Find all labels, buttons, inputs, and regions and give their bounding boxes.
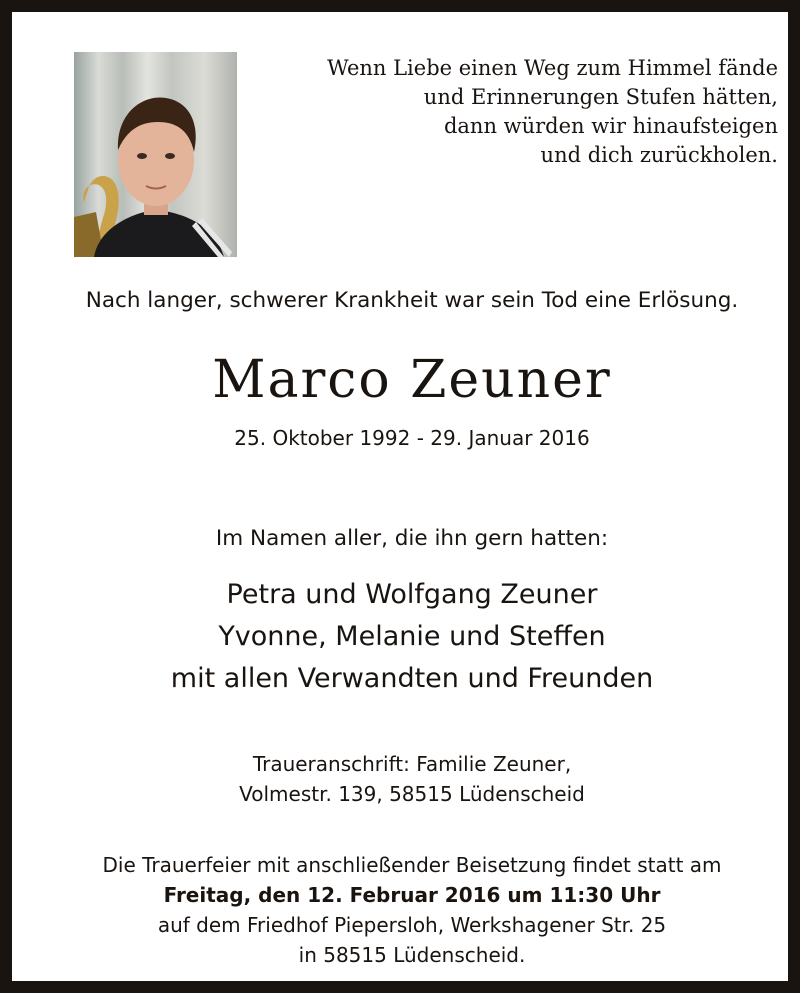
intro-statement: Nach langer, schwerer Krankheit war sein Tod eine Erlösung. [85,288,739,313]
mourning-address [24,749,800,809]
deceased-name: Marco Zeuner [212,350,612,410]
mourners-intro: Im Namen aller, die ihn gern hatten: [215,526,609,551]
service-location: auf dem Friedhof Piepersloh, Werkshagener Str. 25 [157,913,667,937]
portrait-photo [74,52,237,257]
poem-line: und Erinnerungen Stufen hätten, [423,85,778,109]
mourner-line: Yvonne, Melanie und Steffen [218,621,606,652]
address-line: Volmestr. 139, 58515 Lüdenscheid [239,782,585,806]
service-date-time: Freitag, den 12. Februar 2016 um 11:30 Uhr [163,883,661,907]
poem-line: Wenn Liebe einen Weg zum Himmel fände [327,56,778,80]
obituary-card [24,24,800,993]
service-city: in 58515 Lüdenscheid. [298,943,526,967]
life-dates: 25. Oktober 1992 - 29. Januar 2016 [234,426,590,450]
mourners-list [24,574,800,700]
funeral-service-info [24,850,800,970]
service-line: Die Trauerfeier mit anschließender Beisetzung findet statt am [102,853,722,877]
mourner-line: mit allen Verwandten und Freunden [170,663,654,694]
address-line: Traueranschrift: Familie Zeuner, [252,752,572,776]
memorial-poem [258,54,778,170]
mourner-line: Petra und Wolfgang Zeuner [226,579,598,610]
poem-line: und dich zurückholen. [540,143,778,167]
poem-line: dann würden wir hinaufsteigen [443,114,778,138]
